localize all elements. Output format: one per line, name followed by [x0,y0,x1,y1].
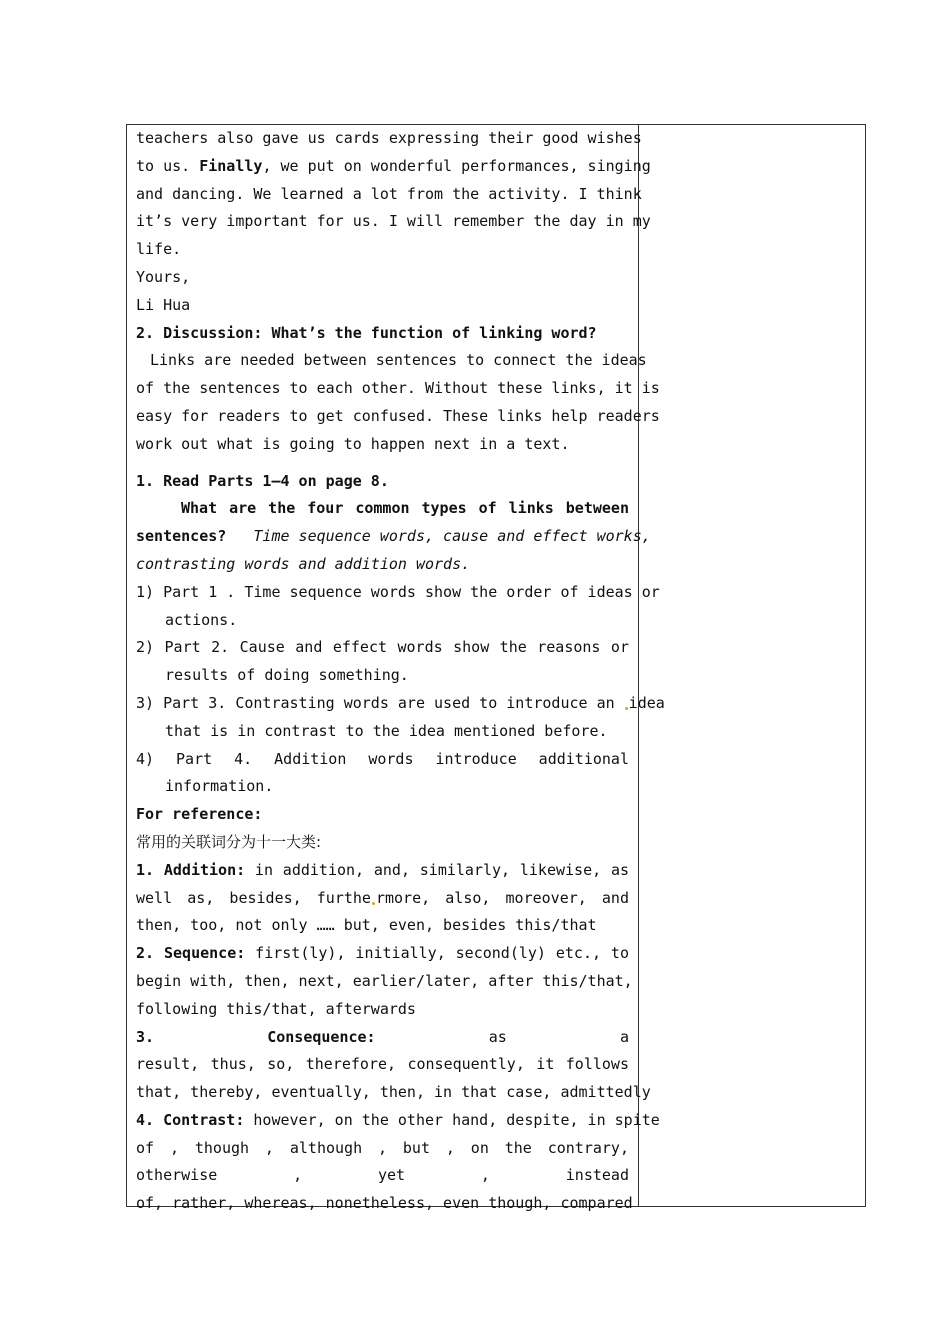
list-item: 2) Part 2. Cause and effect words show the reasons or [136,638,629,657]
list-item: 1) Part 1 . Time sequence words show the order of ideas or [136,582,660,601]
letter-line: life. [136,240,182,259]
reference-addition: well as, besides, furthe rmore, also, moreover, and [136,888,629,907]
reference-addition: then, too, not only …… but, even, besides this/that [136,916,597,935]
reference-contrast: otherwise , yet , instead [136,1166,629,1185]
reference-heading: For reference: [136,805,263,824]
reference-contrast: of , though , although , but , on the contrary, [136,1138,629,1157]
list-item: 3) Part 3. Contrasting words are used to introduce an idea [136,693,665,712]
letter-closing: Yours, [136,267,191,286]
reading-answer: Time sequence words, cause and effect works, [253,527,651,546]
list-item: actions. [165,610,238,629]
list-item: 4) Part 4. Addition words introduce additional [136,749,629,768]
reference-intro: 常用的关联词分为十一大类: [136,832,322,851]
list-item: information. [165,777,274,796]
discussion-paragraph: Links are needed between sentences to connect the ideas [150,351,647,370]
list-item: results of doing something. [165,666,409,685]
reading-question: What are the four common types of links between [181,499,629,518]
reference-sequence: begin with, then, next, earlier/later, after this/that, [136,971,633,990]
reference-contrast: 4. Contrast: however, on the other hand, despite, in spite [136,1110,660,1129]
letter-line: and dancing. We learned a lot from the activity. I think [136,184,642,203]
reading-question: sentences? Time sequence words, cause and effect works, [136,527,651,546]
reference-consequence: result, thus, so, therefore, consequently, it follows [136,1055,629,1074]
discussion-heading: 2. Discussion: What’s the function of linking word? [136,323,597,342]
reference-contrast: of, rather, whereas, nonetheless, even though, compared [136,1194,633,1213]
reference-consequence: that, thereby, eventually, then, in that case, admittedly [136,1083,651,1102]
lesson-table [126,124,866,1213]
content-cell [136,125,665,1213]
letter-signature: Li Hua [136,295,191,314]
discussion-paragraph: easy for readers to get confused. These links help readers [136,406,660,425]
letter-line: it’s very important for us. I will remember the day in my [136,212,651,231]
letter-line: teachers also gave us cards expressing their good wishes [136,129,642,147]
reference-addition: 1. Addition: in addition, and, similarly, likewise, as [136,860,629,879]
letter-line: to us. Finally, we put on wonderful performances, singing [136,156,651,175]
reading-answer: contrasting words and addition words. [136,554,471,573]
list-item: that is in contrast to the idea mentioned before. [165,721,608,740]
reference-sequence: 2. Sequence: first(ly), initially, second(ly) etc., to [136,944,629,963]
notes-cell [639,125,865,1206]
discussion-paragraph: of the sentences to each other. Without these links, it is [136,379,660,398]
linking-word-finally: Finally [199,156,263,175]
reference-consequence: 3. Consequence: as a [136,1027,629,1046]
reference-sequence: following this/that, afterwards [136,999,416,1018]
reading-heading: 1. Read Parts 1—4 on page 8. [136,471,389,490]
discussion-paragraph: work out what is going to happen next in a text. [136,434,570,453]
